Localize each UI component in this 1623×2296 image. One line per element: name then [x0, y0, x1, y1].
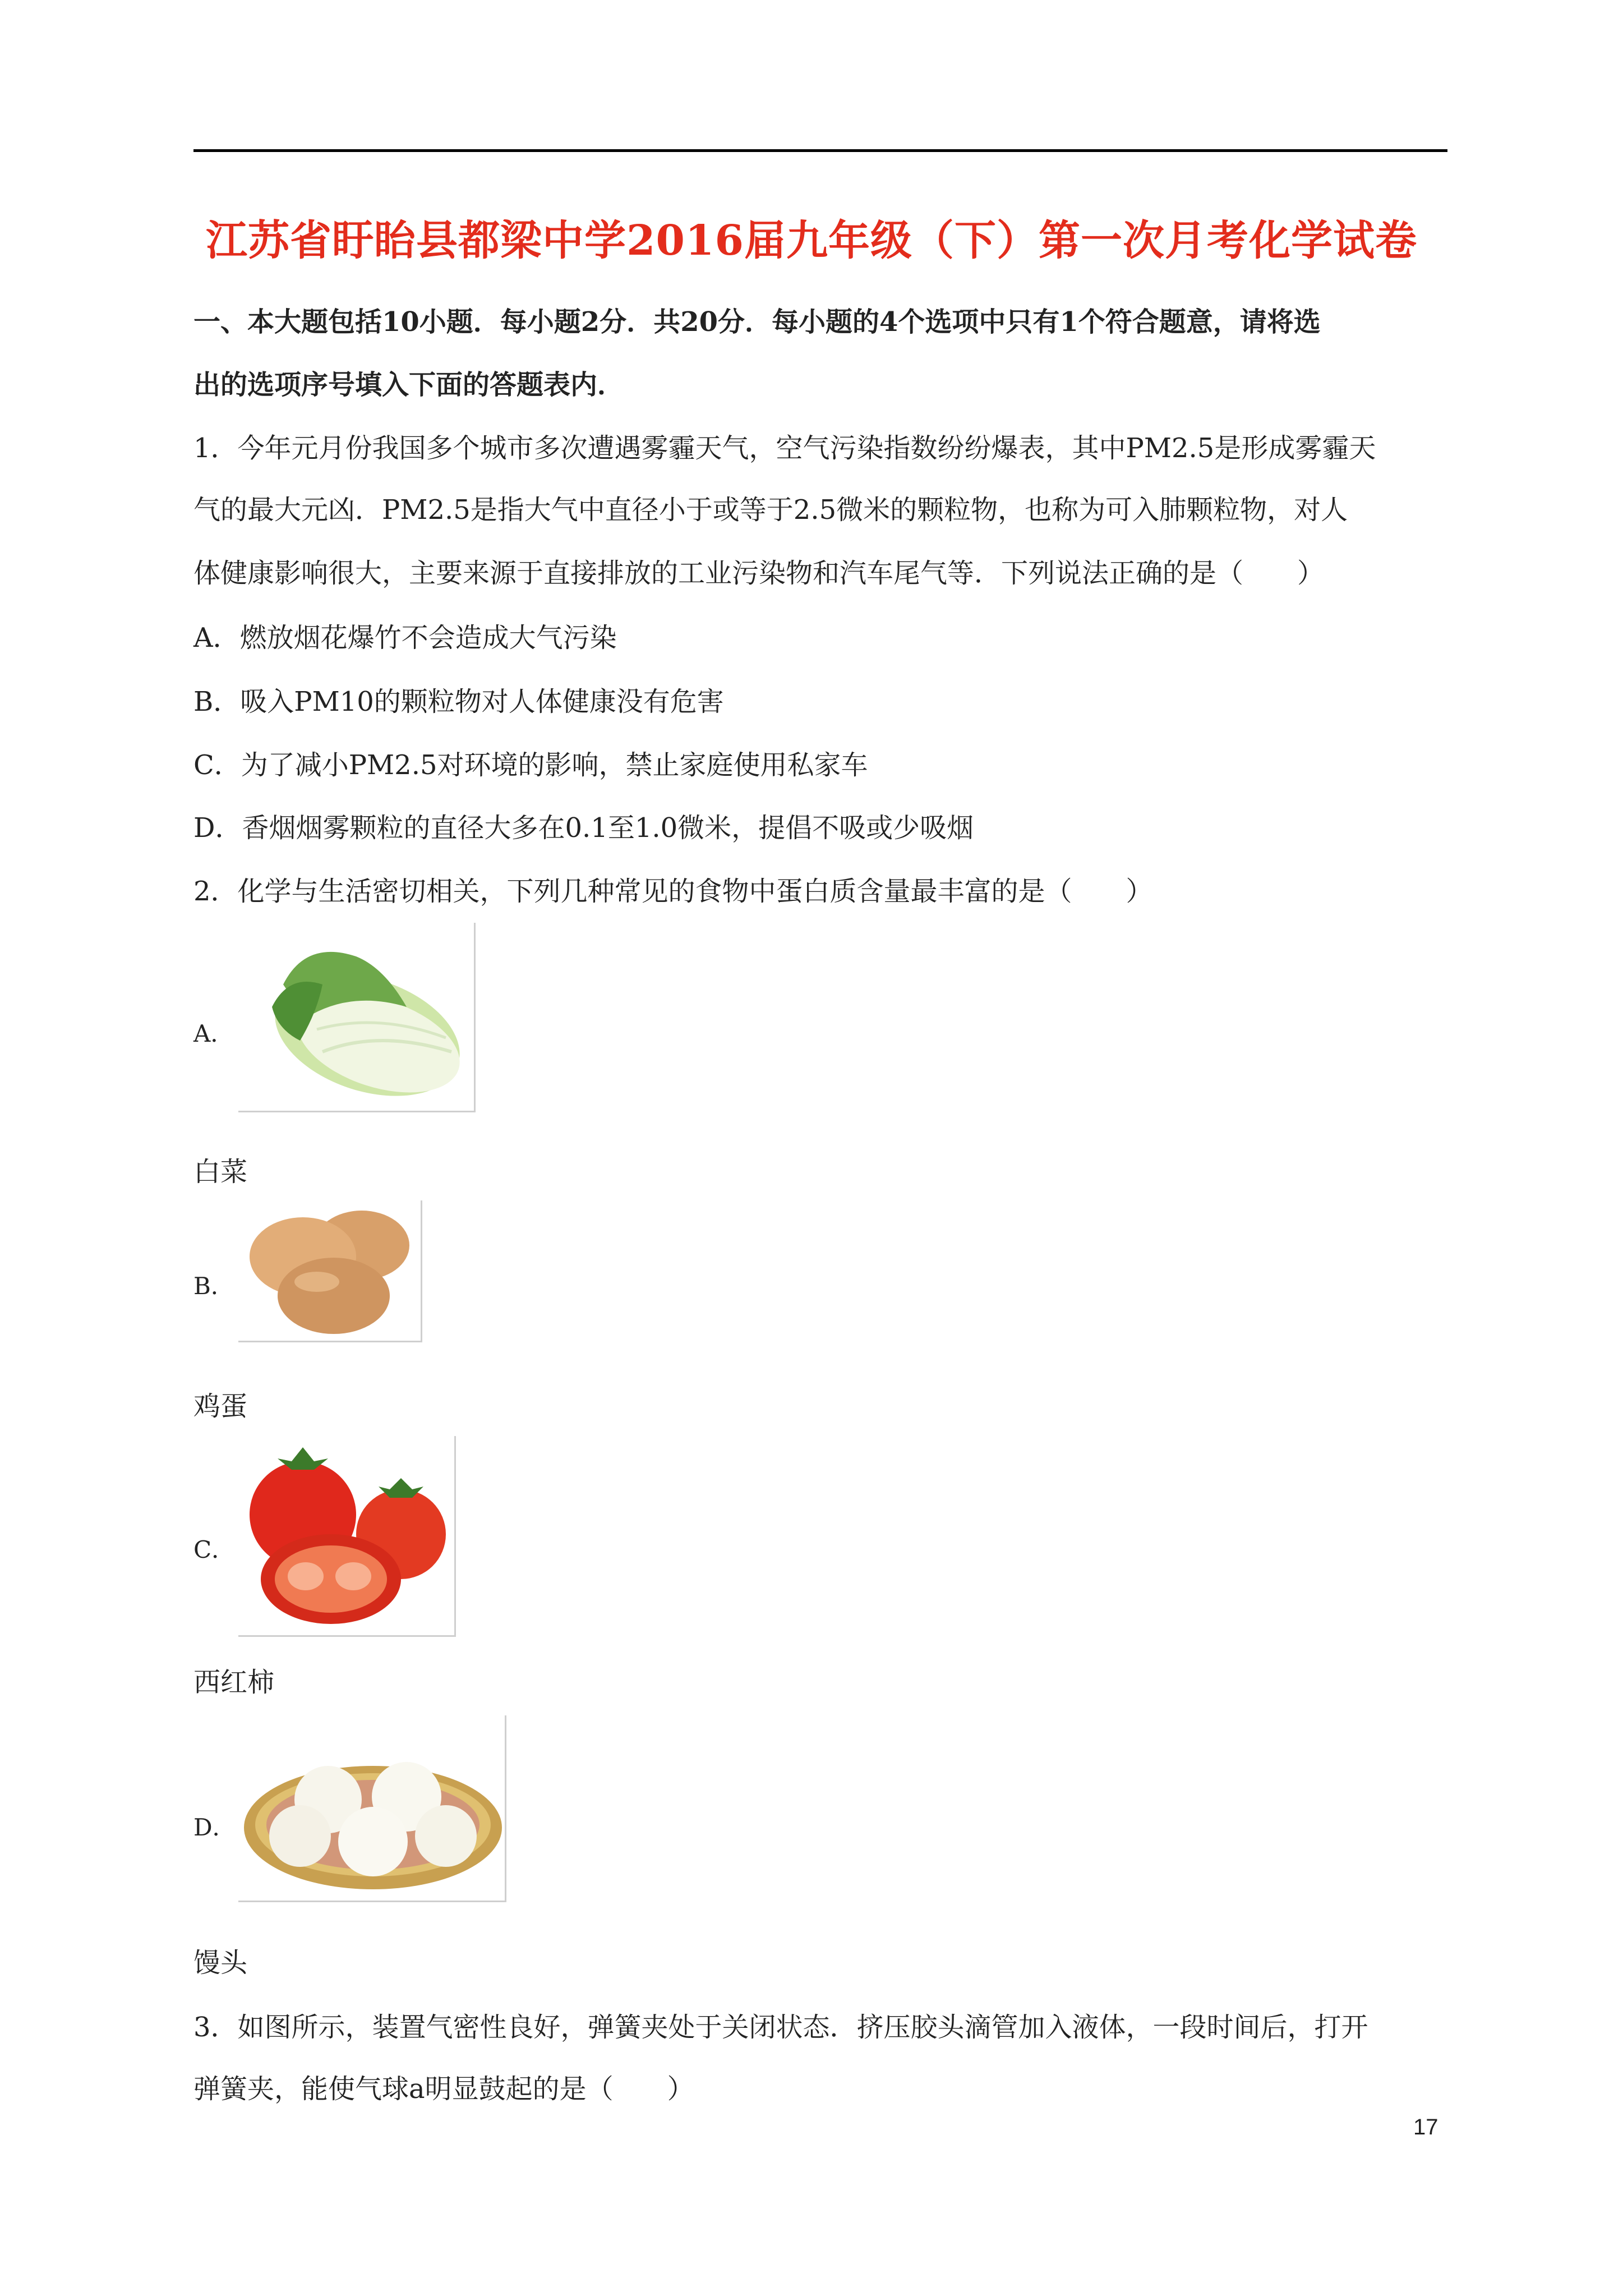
q2-option-c-letter: C． — [193, 1536, 236, 1563]
q2-option-c-caption: 西红柿 — [193, 1667, 275, 1698]
steamed-buns-image — [238, 1715, 506, 1902]
page-number: 17 — [1413, 2115, 1438, 2139]
q2-option-d-caption: 馒头 — [193, 1947, 248, 1978]
q1-stem-line-2: 气的最大元凶．PM2.5是指大气中直径小于或等于2.5微米的颗粒物，也称为可入肺颗粒物，对人 — [193, 494, 1348, 526]
q2-option-b-caption: 鸡蛋 — [193, 1391, 248, 1422]
q1-option-c: C．为了减小PM2.5对环境的影响，禁止家庭使用私家车 — [193, 749, 868, 781]
q2-option-b-letter: B． — [193, 1272, 234, 1300]
section-heading-line-1: 一、本大题包括10小题．每小题2分．共20分．每小题的4个选项中只有1个符合题意，请将选 — [193, 306, 1321, 338]
section-heading-line-2: 出的选项序号填入下面的答题表内． — [193, 369, 625, 401]
q1-option-d: D．香烟烟雾颗粒的直径大多在0.1至1.0微米，提倡不吸或少吸烟 — [193, 812, 974, 844]
q3-stem-line-2: 弹簧夹，能使气球a明显鼓起的是（ ） — [193, 2073, 694, 2105]
q1-stem-line-3: 体健康影响很大，主要来源于直接排放的工业污染物和汽车尾气等．下列说法正确的是（ ） — [193, 558, 1325, 589]
q3-stem-line-1: 3．如图所示，装置气密性良好，弹簧夹处于关闭状态．挤压胶头滴管加入液体，一段时间后，打开 — [193, 2012, 1368, 2043]
q2-option-d-letter: D． — [193, 1814, 236, 1841]
q2-stem: 2．化学与生活密切相关，下列几种常见的食物中蛋白质含量最丰富的是（ ） — [193, 876, 1153, 907]
q2-option-a-caption: 白菜 — [193, 1156, 248, 1188]
q1-option-b: B．吸入PM10的颗粒物对人体健康没有危害 — [193, 686, 724, 717]
page-title: 江苏省盱眙县都梁中学2016届九年级（下）第一次月考化学试卷 — [206, 217, 1417, 265]
q2-option-a-letter: A． — [193, 1020, 234, 1047]
tomato-image — [238, 1436, 456, 1637]
q1-option-a: A．燃放烟花爆竹不会造成大气污染 — [193, 622, 617, 654]
header-rule — [193, 149, 1447, 152]
cabbage-image — [238, 923, 476, 1112]
q1-stem-line-1: 1．今年元月份我国多个城市多次遭遇雾霾天气，空气污染指数纷纷爆表，其中PM2.5是形成雾霾天 — [193, 432, 1376, 464]
eggs-image — [238, 1200, 422, 1342]
